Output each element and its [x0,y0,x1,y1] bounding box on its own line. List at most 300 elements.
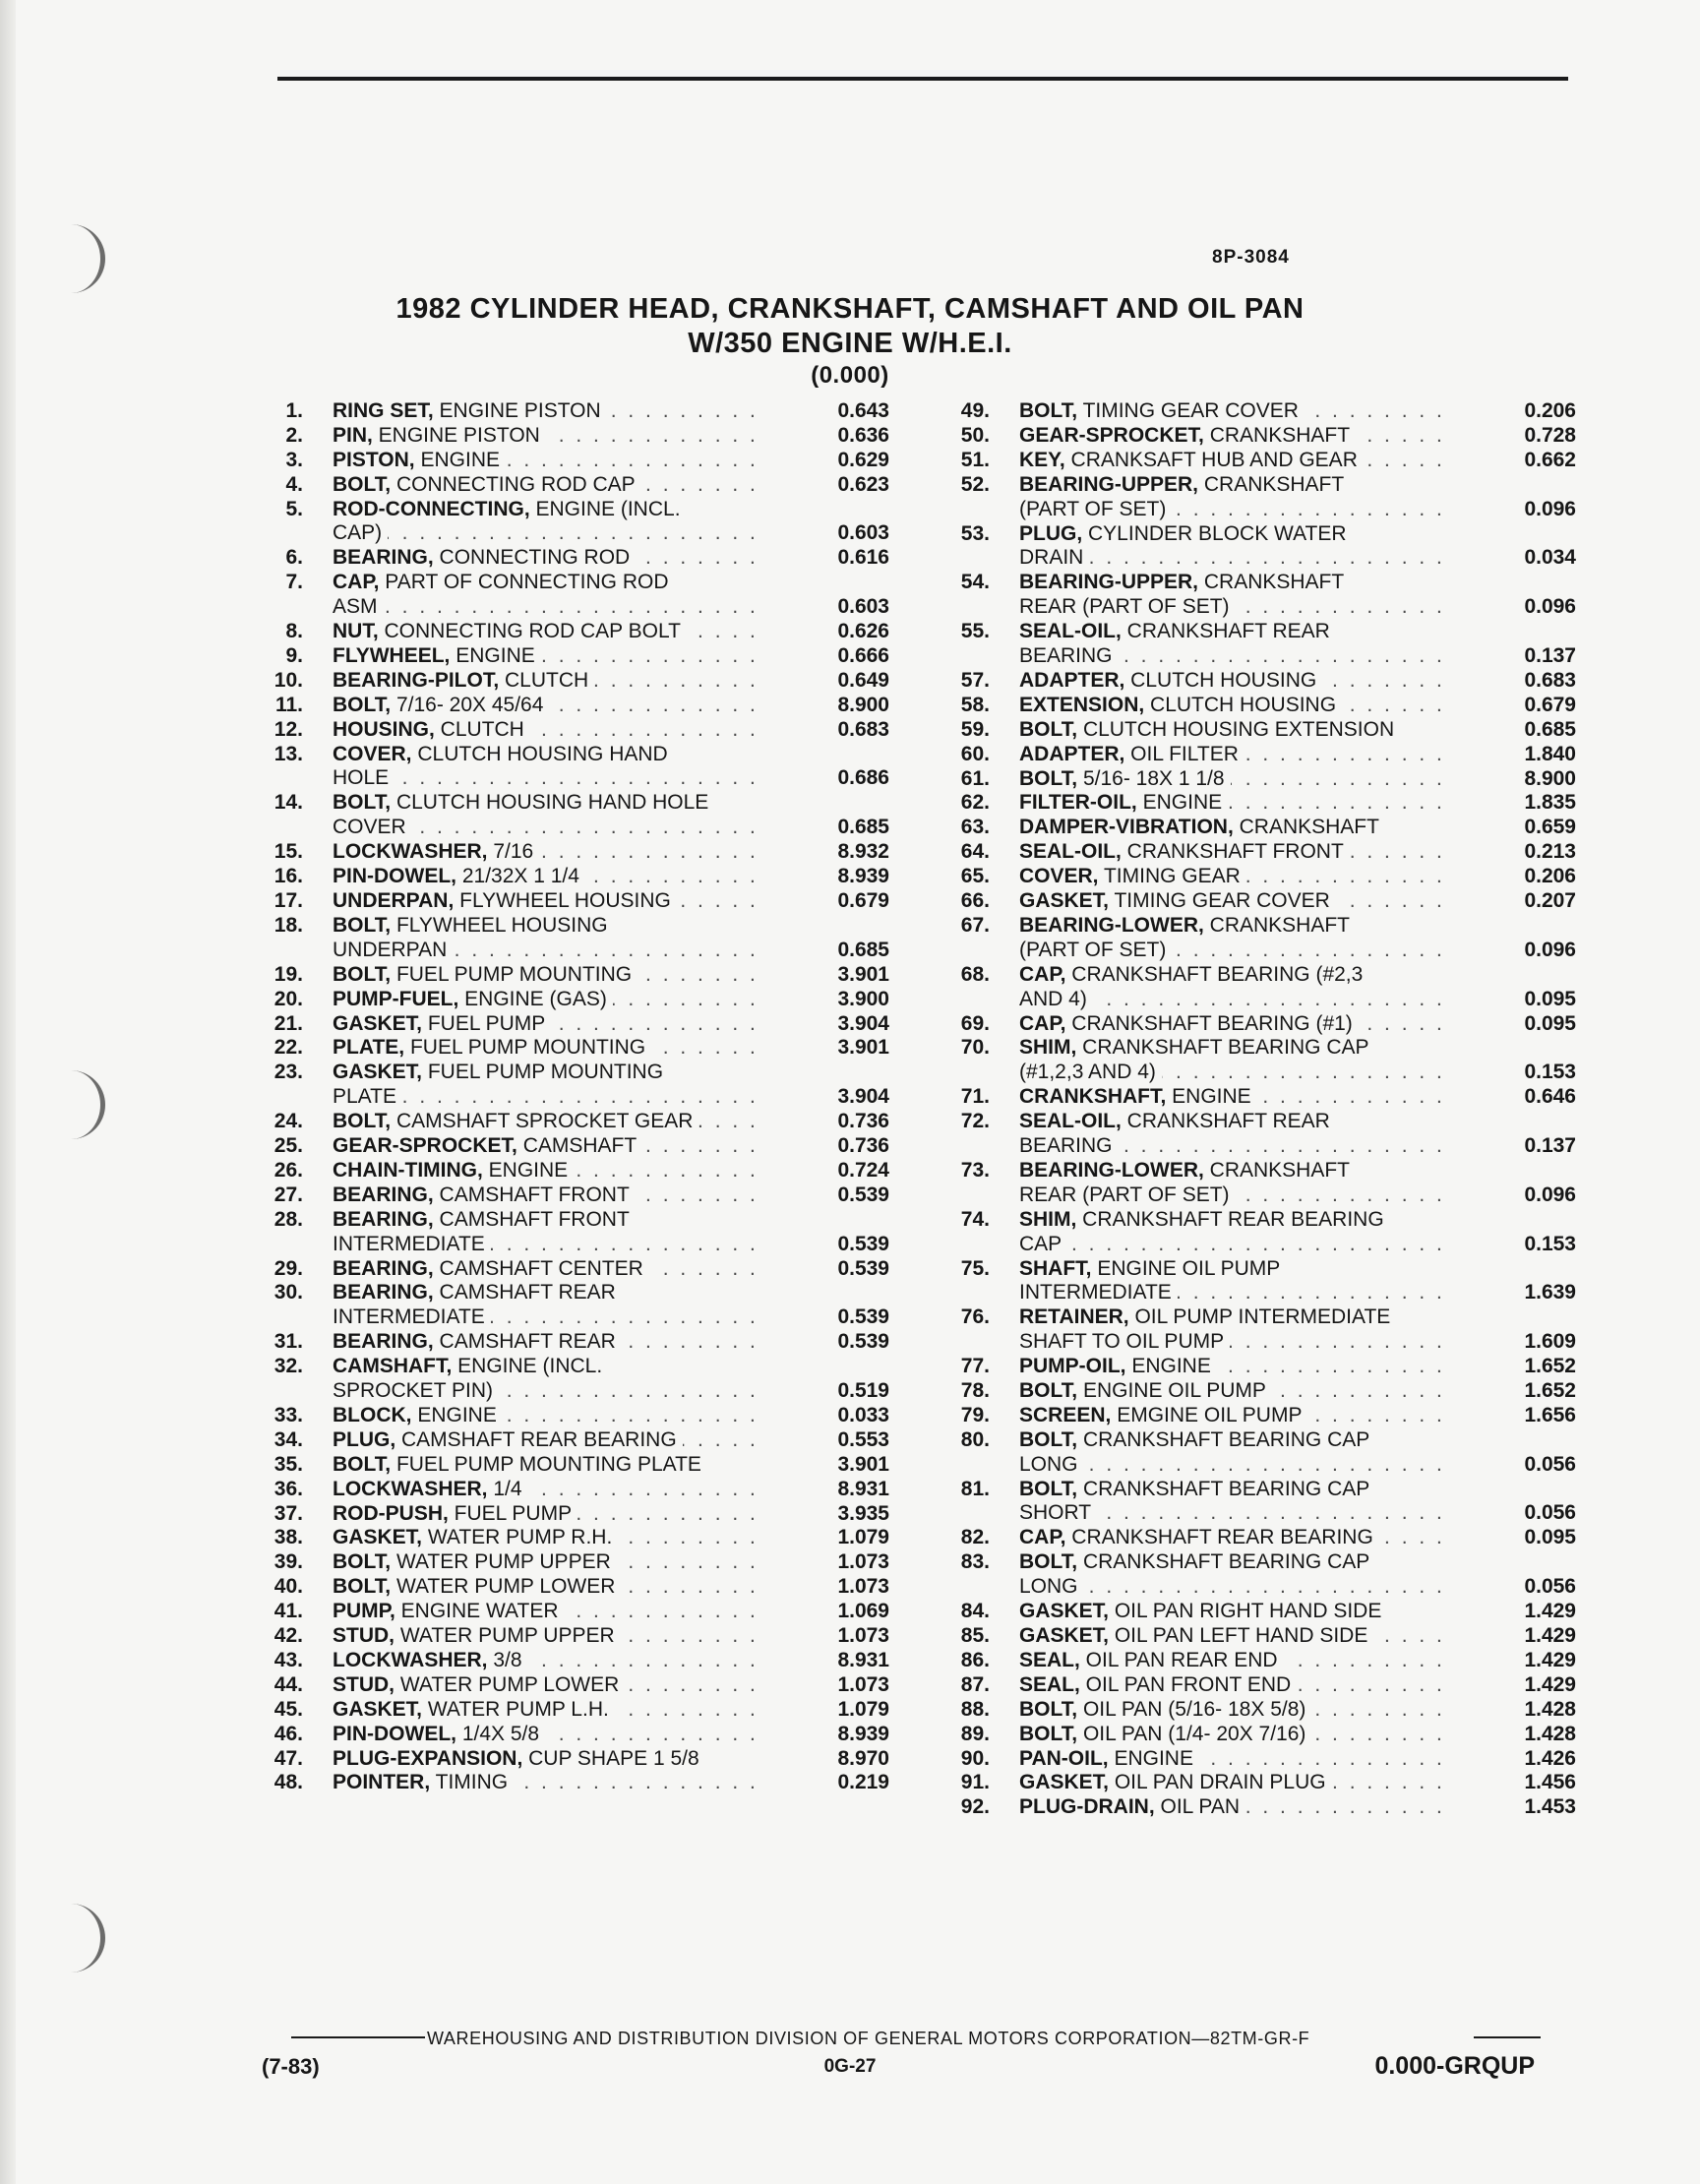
footer-rule-left [291,2036,425,2038]
item-detail: CRANKSHAFT [1233,816,1379,839]
parts-list-item [946,1159,1576,1208]
item-name: BOLT, [1019,1697,1078,1721]
item-description [1019,1673,1450,1698]
item-detail: ENGINE (INCL. [452,1355,603,1378]
item-detail: CRANKSHAFT REAR [1121,620,1330,643]
parts-list-item [260,1575,889,1600]
parts-list-item [946,669,1576,694]
parts-list-item [946,1649,1576,1673]
item-name: RETAINER, [1019,1305,1129,1329]
item-name: BLOCK, [333,1403,412,1426]
item-detail: ENGINE OIL PUMP [1091,1256,1281,1280]
item-description [1019,1257,1450,1282]
parts-list-item [946,1550,1576,1600]
item-group-number: 3.901 [837,962,889,986]
item-detail: FUEL PUMP MOUNTING [391,962,633,986]
item-description [333,1110,763,1134]
item-name: BOLT, [1019,1379,1078,1402]
parts-list-item [260,1771,889,1795]
item-detail: FUEL PUMP MOUNTING [404,1036,646,1060]
item-description [333,1600,763,1624]
item-name: BOLT, [333,913,392,937]
item-detail: CRANKSHAFT [1203,1158,1351,1182]
item-description [333,1085,763,1110]
item-number: 23. [273,1061,303,1084]
item-name: CHAIN-TIMING, [333,1158,483,1182]
item-description [333,1723,763,1747]
parts-list-item [946,889,1576,914]
item-number: 80. [960,1427,990,1451]
item-description [1019,1747,1450,1772]
item-description [333,644,763,669]
item-number: 46. [273,1722,303,1745]
parts-list-item [260,1624,889,1649]
item-detail: CLUTCH HOUSING [1124,668,1317,692]
item-group-number: 0.736 [837,1134,889,1157]
item-group-number: 0.724 [837,1158,889,1182]
item-number: 73. [960,1158,990,1182]
parts-list-item [260,1355,889,1404]
item-number: 28. [273,1207,303,1231]
item-name: BEARING, [333,1256,434,1280]
parts-list-item [946,1404,1576,1428]
item-description [1019,791,1450,816]
parts-list-item [260,546,889,571]
item-description [1019,1550,1450,1575]
item-detail: FLYWHEEL HOUSING [391,913,608,937]
item-group-number: 1.429 [1524,1648,1576,1671]
parts-list-item [946,914,1576,963]
item-number: 49. [960,399,990,422]
item-description [1019,449,1450,473]
item-group-number: 0.683 [837,717,889,741]
item-number: 1. [285,399,303,422]
item-detail: CAMSHAFT FRONT [433,1207,630,1231]
item-number: 32. [273,1355,303,1378]
parts-list-item [946,767,1576,792]
item-number: 53. [960,521,990,545]
parts-list-item [946,743,1576,767]
item-detail: REAR (PART OF SET) [1019,1183,1230,1206]
item-group-number: 0.623 [837,472,889,496]
parts-list-item [946,522,1576,572]
item-detail: TIMING GEAR COVER [1109,889,1330,912]
item-detail: CLUTCH [499,668,589,692]
parts-list-item [260,1110,889,1134]
item-detail: (PART OF SET) [1019,938,1167,961]
item-name: GASKET, [333,1061,423,1084]
item-detail: EMGINE OIL PUMP [1111,1403,1303,1426]
item-detail: CRANKSHAFT BEARING CAP [1076,1036,1369,1060]
item-group-number: 0.539 [837,1330,889,1354]
item-description [1019,1404,1450,1428]
item-group-number: 0.206 [1524,399,1576,422]
item-description [1019,1723,1450,1747]
parts-list-item [946,399,1576,424]
parts-list-item [260,1134,889,1159]
item-detail: SPROCKET PIN) [333,1378,493,1402]
item-description [1019,988,1450,1012]
item-description [333,571,763,595]
item-detail: ENGINE [414,448,500,471]
revision-date: (7-83) [262,2054,320,2079]
item-group-number: 0.662 [1524,448,1576,471]
item-number: 16. [273,865,303,888]
parts-list-item [946,1600,1576,1624]
item-detail: 21/32X 1 1/4 [456,865,579,888]
item-detail: WATER PUMP UPPER [395,1624,615,1647]
part-number: 8P-3084 [1212,247,1290,268]
item-number: 3. [285,448,303,471]
item-number: 62. [960,791,990,815]
item-description [333,449,763,473]
item-group-number: 0.539 [837,1232,889,1255]
item-name: BEARING-UPPER, [1019,472,1199,496]
item-detail: ENGINE [1125,1355,1211,1378]
item-group-number: 1.428 [1524,1722,1576,1745]
item-group-number: 1.073 [837,1575,889,1599]
item-detail: CRANKSHAFT BEARING CAP [1077,1477,1370,1500]
item-number: 55. [960,620,990,643]
item-group-number: 0.096 [1524,497,1576,520]
item-name: STUD, [333,1624,395,1647]
item-detail: FLYWHEEL HOUSING [454,889,671,912]
item-detail: (PART OF SET) [1019,497,1167,520]
item-group-number: 1.609 [1524,1330,1576,1354]
item-detail: ENGINE [1136,791,1223,815]
item-name: PLUG, [333,1427,396,1451]
item-group-number: 1.079 [837,1526,889,1549]
item-description [1019,1624,1450,1649]
item-group-number: 0.649 [837,668,889,692]
parts-list-item [260,1550,889,1575]
parts-list-item [260,1649,889,1673]
item-description [1019,498,1450,522]
parts-list-item [260,424,889,449]
parts-list-item [946,1795,1576,1820]
item-description [333,1575,763,1600]
parts-list-item [260,571,889,620]
item-name: PISTON, [333,448,415,471]
item-description [1019,743,1450,767]
item-detail: CRANKSHAFT BEARING (#1) [1065,1011,1353,1035]
item-description [333,1747,763,1772]
item-description [1019,1085,1450,1110]
item-description [1019,694,1450,718]
item-detail: INTERMEDIATE [333,1305,485,1329]
item-group-number: 0.219 [837,1771,889,1794]
item-group-number: 8.970 [837,1746,889,1770]
item-name: PIN-DOWEL, [333,1722,456,1745]
item-description [333,1257,763,1282]
parts-list-item [946,1257,1576,1306]
parts-list-item [946,791,1576,816]
item-description [1019,840,1450,865]
item-description [1019,1305,1450,1330]
item-name: BEARING, [333,1281,434,1304]
item-description [333,840,763,865]
item-number: 19. [273,962,303,986]
item-detail: TIMING GEAR COVER [1077,399,1299,422]
item-detail: CAMSHAFT REAR BEARING [395,1427,677,1451]
item-number: 83. [960,1550,990,1574]
item-number: 60. [960,742,990,765]
item-description [1019,865,1450,889]
item-number: 8. [285,620,303,643]
parts-list-item [260,1747,889,1772]
item-group-number: 0.033 [837,1403,889,1426]
item-detail: CAMSHAFT [516,1134,638,1157]
item-detail: FUEL PUMP [422,1011,546,1035]
item-name: BOLT, [1019,766,1078,790]
item-number: 52. [960,472,990,496]
item-number: 31. [273,1330,303,1354]
item-detail: CRANKSHAFT [1198,571,1345,594]
item-detail: CLUTCH HOUSING HAND HOLE [391,791,709,815]
parts-list-item [260,1036,889,1061]
item-detail: OIL PAN RIGHT HAND SIDE [1109,1600,1382,1623]
item-description [1019,1355,1450,1379]
item-group-number: 0.095 [1524,1526,1576,1549]
item-detail: TIMING GEAR [1098,865,1241,888]
item-group-number: 1.079 [837,1697,889,1721]
item-name: CAP, [333,571,380,594]
item-detail: INTERMEDIATE [1019,1281,1172,1304]
parts-list-item [260,1428,889,1453]
item-group-number: 0.616 [837,546,889,570]
item-detail: FUEL PUMP MOUNTING PLATE [391,1452,701,1476]
item-number: 43. [273,1648,303,1671]
item-number: 51. [960,448,990,471]
item-name: SCREEN, [1019,1403,1112,1426]
item-detail: 7/16 [487,840,534,864]
parts-list-item [260,1012,889,1037]
item-number: 39. [273,1550,303,1574]
item-description [333,620,763,644]
item-description [1019,473,1450,498]
item-detail: ASM [333,595,378,619]
item-description [333,1379,763,1404]
item-name: SEAL, [1019,1672,1080,1696]
top-rule [277,77,1568,81]
item-description [1019,1159,1450,1183]
parts-list-item [946,1355,1576,1379]
item-name: PUMP-FUEL, [333,987,459,1010]
item-name: PIN, [333,423,373,447]
item-detail: ENGINE [1108,1746,1193,1770]
item-name: PLUG-DRAIN, [1019,1795,1155,1819]
item-number: 85. [960,1624,990,1647]
item-detail: WATER PUMP L.H. [422,1697,609,1721]
item-number: 78. [960,1379,990,1402]
item-number: 59. [960,717,990,741]
item-detail: SHAFT TO OIL PUMP [1019,1330,1225,1354]
item-name: BOLT, [333,962,392,986]
item-number: 25. [273,1134,303,1157]
item-group-number: 0.659 [1524,816,1576,839]
item-detail: CLUTCH HOUSING HAND [411,742,668,765]
parts-list-item [260,694,889,718]
item-description [333,1061,763,1085]
item-name: SHIM, [1019,1036,1077,1060]
parts-list-item [946,1036,1576,1085]
item-name: ADAPTER, [1019,668,1125,692]
item-detail: WATER PUMP LOWER [391,1575,616,1599]
item-group-number: 3.935 [837,1501,889,1525]
page-subtitle: W/350 ENGINE W/H.E.I. [688,328,1012,359]
item-number: 4. [285,472,303,496]
item-number: 7. [285,571,303,594]
item-description [333,669,763,694]
parts-list-item [260,498,889,547]
item-group-number: 1.429 [1524,1624,1576,1647]
item-number: 77. [960,1355,990,1378]
item-name: GEAR-SPROCKET, [333,1134,517,1157]
footer-rule-right [1474,2036,1541,2038]
item-group-number: 0.685 [1524,717,1576,741]
item-number: 75. [960,1256,990,1280]
item-detail: CRANKSHAFT [1198,472,1345,496]
item-description [333,1526,763,1550]
parts-list-item [946,1428,1576,1478]
parts-list-item [260,1208,889,1257]
parts-list-item [260,914,889,963]
item-detail: REAR (PART OF SET) [1019,595,1230,619]
item-description [333,1698,763,1723]
item-group-number: 0.095 [1524,1011,1576,1035]
item-description [1019,767,1450,792]
item-name: GEAR-SPROCKET, [1019,423,1204,447]
item-name: CAMSHAFT, [333,1355,453,1378]
item-number: 35. [273,1452,303,1476]
item-name: POINTER, [333,1771,431,1794]
item-description [1019,1330,1450,1355]
item-detail: LONG [1019,1575,1078,1599]
item-number: 82. [960,1526,990,1549]
item-number: 90. [960,1746,990,1770]
item-number: 86. [960,1648,990,1671]
item-name: PLUG-EXPANSION, [333,1746,523,1770]
item-name: BOLT, [333,1575,392,1599]
item-number: 72. [960,1110,990,1133]
item-description [333,1134,763,1159]
item-group-number: 1.652 [1524,1379,1576,1402]
parts-list-item [946,1673,1576,1698]
item-number: 47. [273,1746,303,1770]
item-detail: CLUTCH [434,717,524,741]
item-description [333,1404,763,1428]
item-description [1019,424,1450,449]
item-description [1019,1600,1450,1624]
item-description [1019,1795,1450,1820]
parts-list-item [260,1502,889,1527]
item-detail: CRANKSHAFT REAR BEARING [1065,1526,1373,1549]
item-description [333,521,763,546]
item-detail: ENGINE [450,644,535,667]
item-group-number: 0.096 [1524,595,1576,619]
item-detail: OIL PAN LEFT HAND SIDE [1109,1624,1368,1647]
item-group-number: 0.153 [1524,1061,1576,1084]
item-detail: ENGINE PISTON [433,399,601,422]
item-name: CAP, [1019,962,1066,986]
item-detail: CONNECTING ROD CAP [391,472,636,496]
item-detail: CAMSHAFT REAR [433,1281,616,1304]
item-detail: OIL FILTER [1124,742,1239,765]
item-description [333,424,763,449]
parts-list-item [260,1183,889,1208]
item-name: GASKET, [1019,889,1110,912]
parts-list-item [946,816,1576,840]
item-group-number: 0.056 [1524,1452,1576,1476]
item-name: CRANKSHAFT, [1019,1085,1167,1109]
item-description [1019,1134,1450,1159]
item-name: GASKET, [1019,1624,1110,1647]
parts-list-item [260,865,889,889]
item-group-number: 0.679 [837,889,889,912]
item-number: 30. [273,1281,303,1304]
item-group-number: 0.539 [837,1256,889,1280]
item-description [1019,1061,1450,1085]
item-description [1019,595,1450,620]
item-group-number: 1.428 [1524,1697,1576,1721]
item-number: 57. [960,668,990,692]
item-description [333,1771,763,1795]
parts-list-item [260,1061,889,1110]
item-group-number: 0.206 [1524,865,1576,888]
item-number: 2. [285,423,303,447]
item-detail: CAP [1019,1232,1062,1255]
item-description [333,1673,763,1698]
item-number: 21. [273,1011,303,1035]
item-group-number: 0.153 [1524,1232,1576,1255]
item-detail: CRANKSHAFT [1203,913,1351,937]
item-detail: CRANKSHAFT FRONT [1121,840,1344,864]
item-group-number: 0.519 [837,1378,889,1402]
item-description [333,1330,763,1355]
parts-list-item [946,449,1576,473]
page-title: 1982 CYLINDER HEAD, CRANKSHAFT, CAMSHAFT AND OIL PAN [395,293,1305,325]
item-name: BOLT, [333,1110,392,1133]
item-detail: CONNECTING ROD [433,546,631,570]
item-name: BOLT, [333,1550,392,1574]
item-description [1019,1208,1450,1233]
item-group-number: 0.603 [837,595,889,619]
parts-list-item [260,1281,889,1330]
parts-list-item [946,620,1576,669]
parts-list-item [946,1478,1576,1527]
item-group-number: 1.069 [837,1600,889,1623]
item-detail: OIL PUMP INTERMEDIATE [1128,1305,1391,1329]
item-description [1019,1183,1450,1208]
item-name: CAP, [1019,1526,1066,1549]
item-description [1019,546,1450,571]
item-name: ROD-CONNECTING, [333,497,530,520]
item-group-number: 1.429 [1524,1600,1576,1623]
item-detail: FUEL PUMP [448,1501,573,1525]
item-name: BEARING, [333,546,434,570]
item-description [333,889,763,914]
item-detail: LONG [1019,1452,1078,1476]
item-description [333,988,763,1012]
item-name: BEARING, [333,1207,434,1231]
item-description [1019,816,1450,840]
item-name: SHAFT, [1019,1256,1092,1280]
footer-division-text: WAREHOUSING AND DISTRIBUTION DIVISION OF GENERAL MOTORS CORPORATION—82TM-GR-F [427,2029,1310,2048]
item-group-number: 0.603 [837,521,889,545]
item-group-number: 8.931 [837,1648,889,1671]
item-description [1019,1036,1450,1061]
parts-list-item [946,694,1576,718]
